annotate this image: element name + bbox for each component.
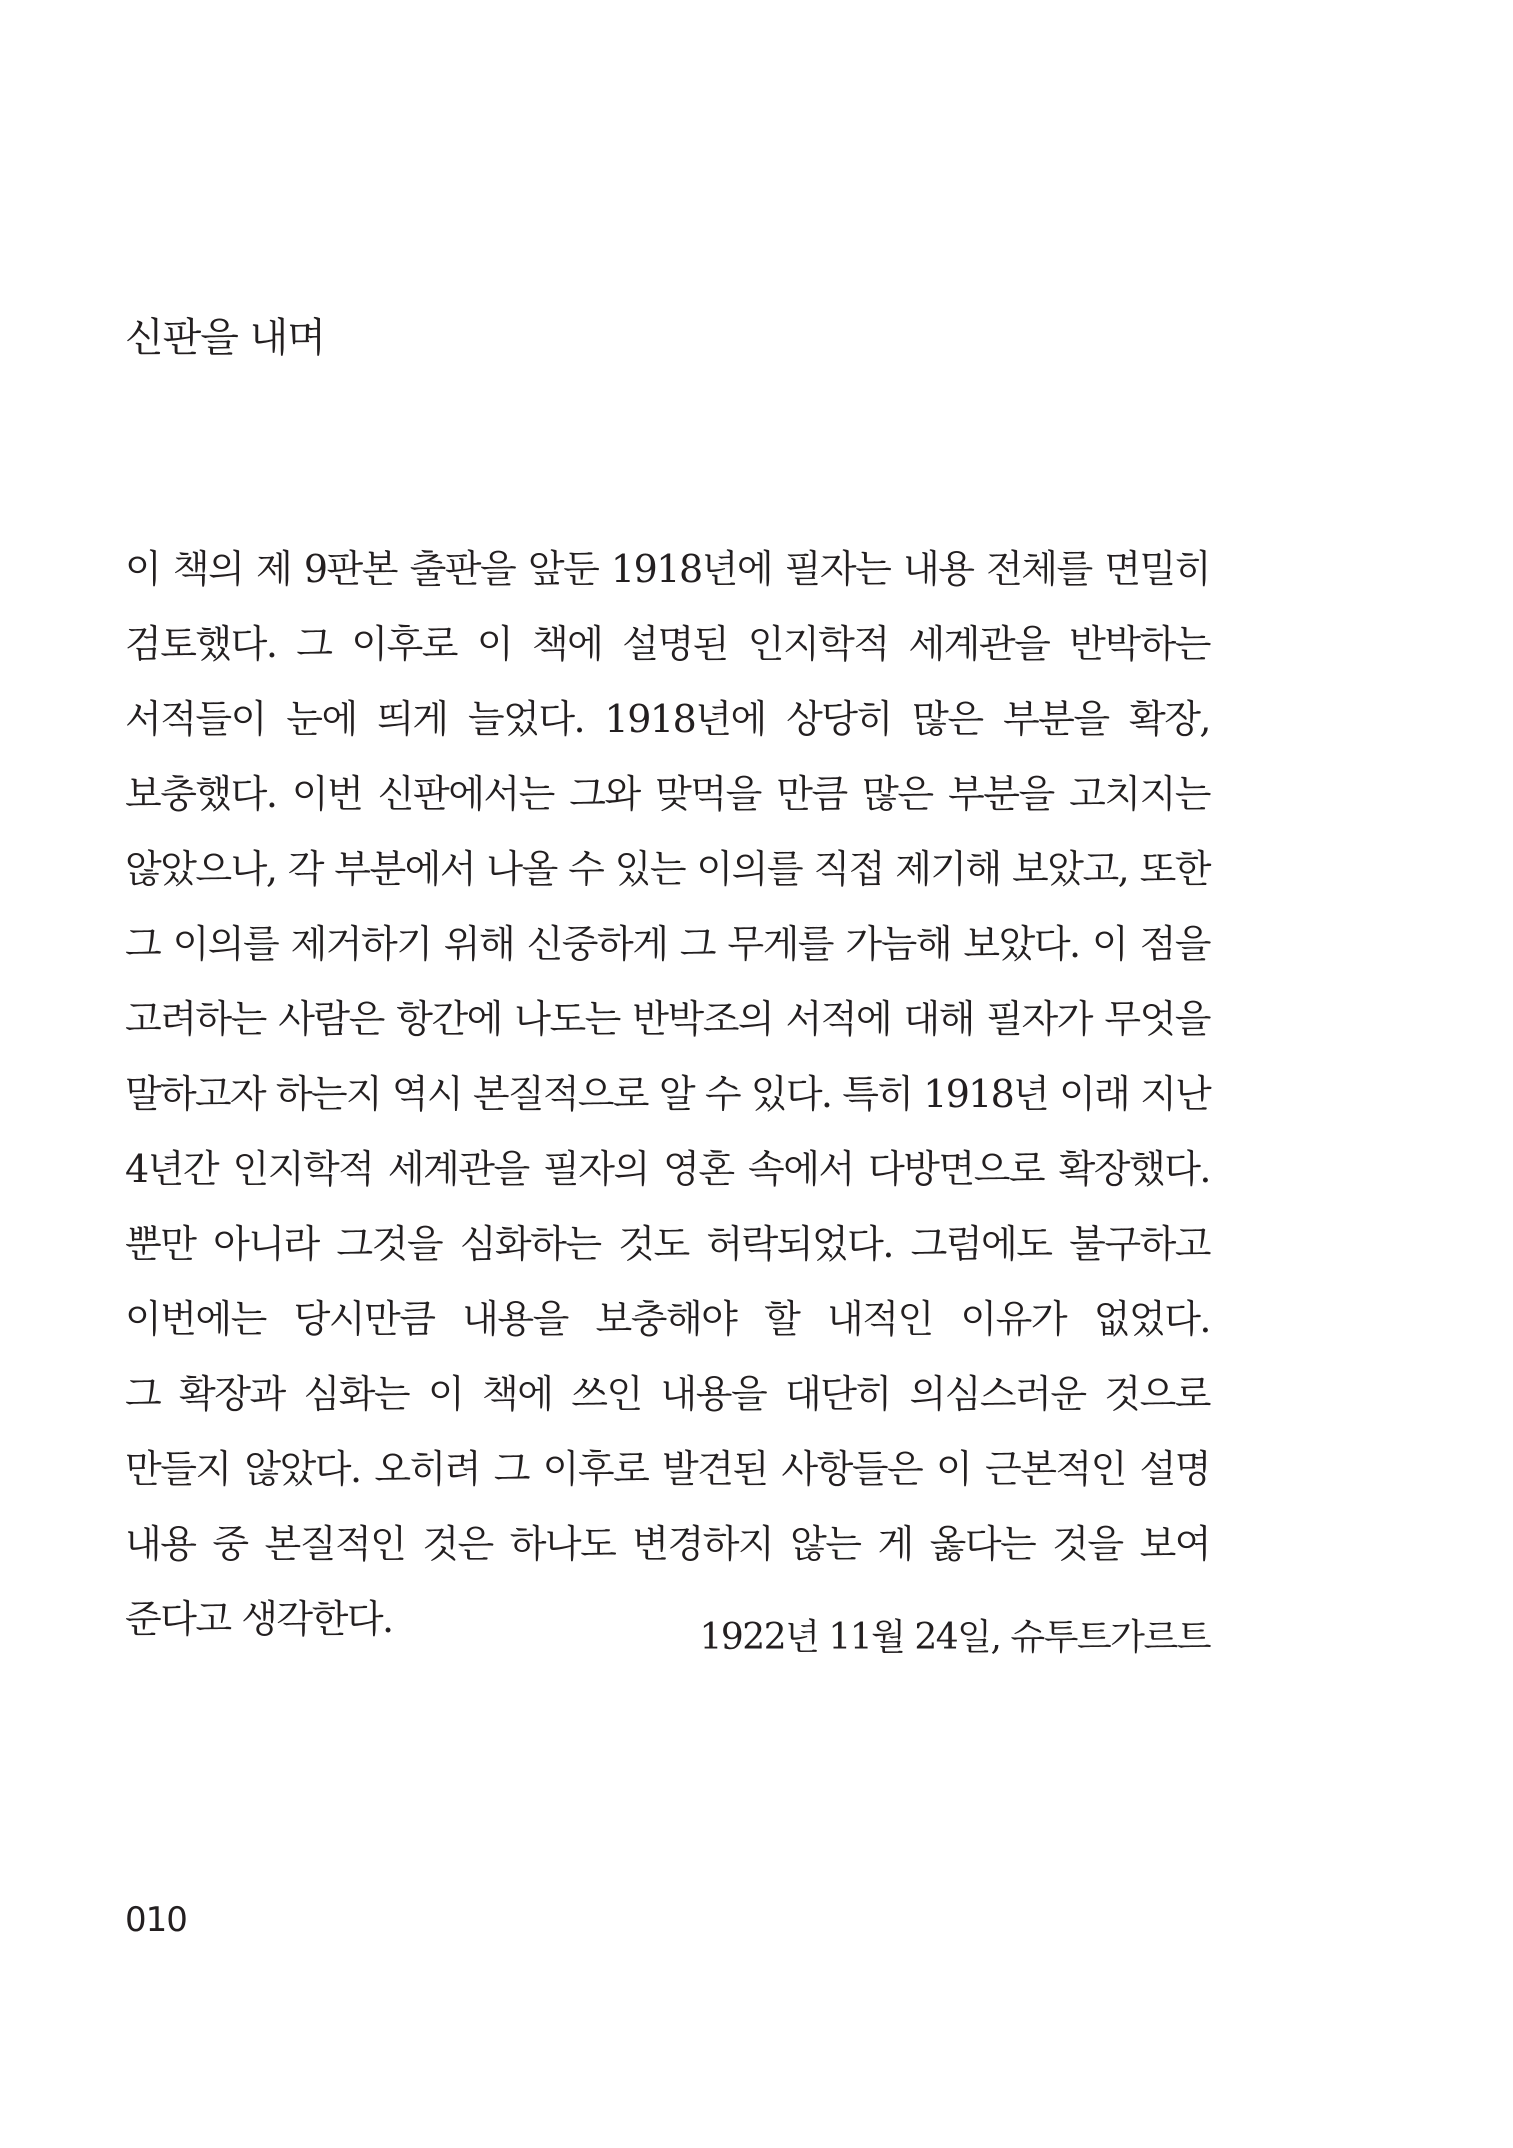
body-line: 고려하는 사람은 항간에 나도는 반박조의 서적에 대해 필자가 무엇을	[125, 997, 1210, 1041]
body-text	[125, 532, 1210, 1657]
body-line: 않았으나, 각 부분에서 나올 수 있는 이의를 직접 제기해 보았고, 또한	[125, 847, 1210, 891]
body-line: 준다고 생각한다.	[125, 1597, 393, 1641]
body-line: 검토했다. 그 이후로 이 책에 설명된 인지학적 세계관을 반박하는	[125, 622, 1210, 666]
body-line: 만들지 않았다. 오히려 그 이후로 발견된 사항들은 이 근본적인 설명	[125, 1447, 1210, 1491]
body-line: 뿐만 아니라 그것을 심화하는 것도 허락되었다. 그럼에도 불구하고	[125, 1222, 1210, 1266]
page-title: 신판을 내며	[125, 315, 325, 361]
signature-date-place: 1922년 11월 24일, 슈투트가르트	[699, 1617, 1210, 1658]
body-line: 내용 중 본질적인 것은 하나도 변경하지 않는 게 옳다는 것을 보여	[125, 1522, 1210, 1566]
body-line: 서적들이 눈에 띄게 늘었다. 1918년에 상당히 많은 부분을 확장,	[125, 697, 1210, 741]
body-line: 그 이의를 제거하기 위해 신중하게 그 무게를 가늠해 보았다. 이 점을	[125, 922, 1210, 966]
body-line: 그 확장과 심화는 이 책에 쓰인 내용을 대단히 의심스러운 것으로	[125, 1372, 1210, 1416]
body-line: 4년간 인지학적 세계관을 필자의 영혼 속에서 다방면으로 확장했다.	[125, 1147, 1210, 1191]
body-line: 보충했다. 이번 신판에서는 그와 맞먹을 만큼 많은 부분을 고치지는	[125, 772, 1210, 816]
body-line: 말하고자 하는지 역시 본질적으로 알 수 있다. 특히 1918년 이래 지난	[125, 1072, 1210, 1116]
body-line: 이 책의 제 9판본 출판을 앞둔 1918년에 필자는 내용 전체를 면밀히	[125, 547, 1210, 591]
page-number: 010	[125, 1900, 187, 1940]
body-line: 이번에는 당시만큼 내용을 보충해야 할 내적인 이유가 없었다.	[125, 1297, 1210, 1341]
